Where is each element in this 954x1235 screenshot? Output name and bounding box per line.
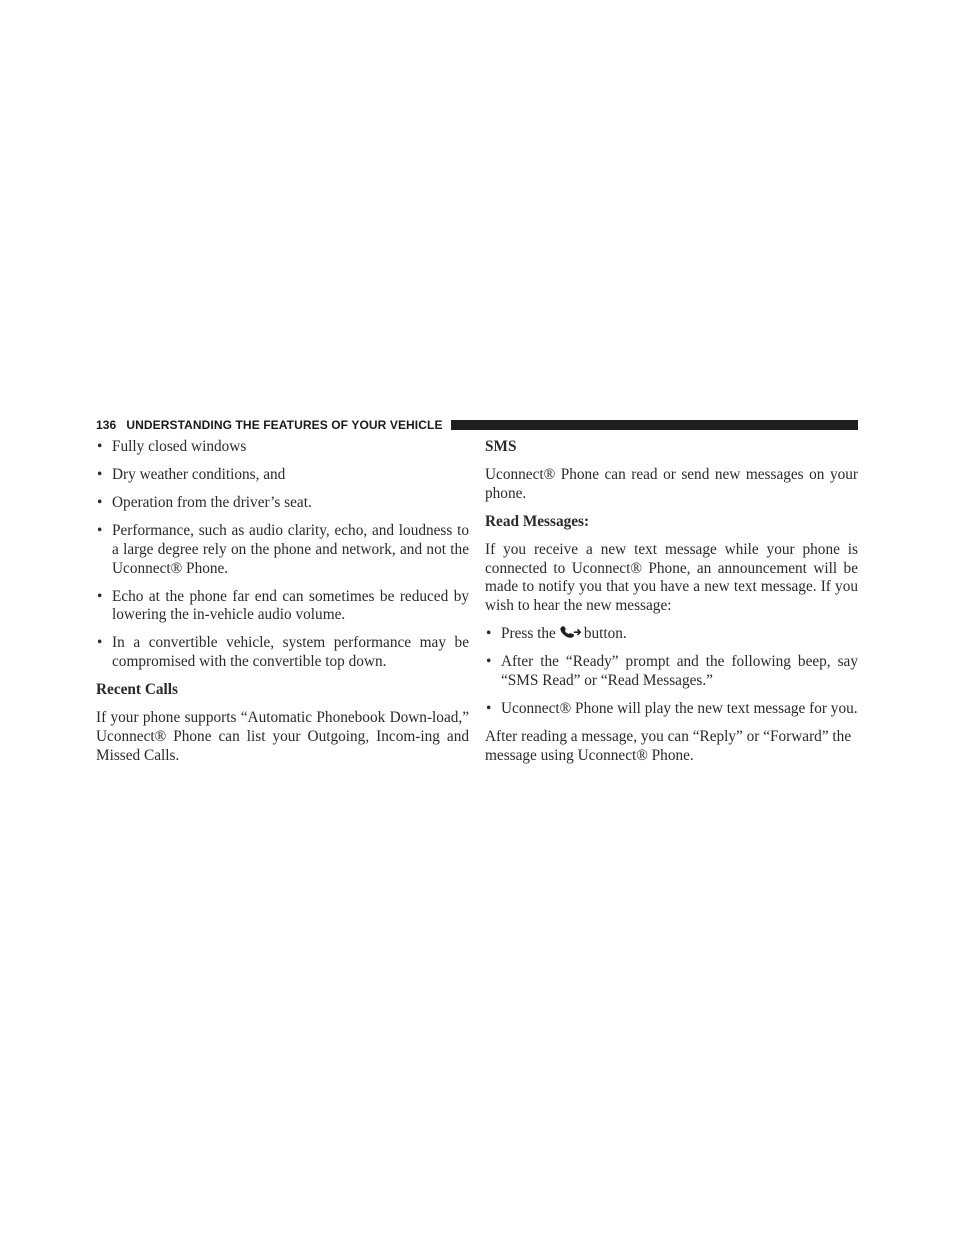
read-steps-list [485, 625, 858, 719]
bullet: • [97, 521, 103, 539]
list-item: • Fully closed windows [97, 438, 247, 455]
list-item: • In a convertible vehicle, system performance may be compromised with the convertible top down. [97, 634, 469, 671]
page-number: 136 [96, 418, 117, 432]
list-item: • Performance, such as audio clarity, echo, and loudness to a large degree rely on the phone and network, and not the Uconnect® Phone. [97, 521, 469, 577]
list-item: • Press the button. [486, 625, 627, 643]
bullet: • [97, 634, 103, 652]
list-item: • Dry weather conditions, and [97, 465, 286, 483]
right-column [485, 438, 858, 775]
list-item: • Uconnect® Phone will play the new text message for you. [486, 699, 858, 717]
bullet: • [97, 438, 103, 455]
bullet: • [486, 699, 492, 717]
read-messages-heading: Read Messages: [485, 512, 590, 530]
section-title: UNDERSTANDING THE FEATURES OF YOUR VEHICLE [126, 418, 443, 432]
closing-text: After reading a message, you can “Reply” or “Forward” the message using Uconnect® Phone. [485, 727, 852, 764]
list-item: • Echo at the phone far end can sometimes be reduced by lowering the in-vehicle audio volume. [97, 587, 469, 624]
recent-calls-text: If your phone supports “Automatic Phonebook Down-load,” Uconnect® Phone can list your Outgoing, Incom-ing and Missed Calls. [96, 709, 469, 764]
list-item: • After the “Ready” prompt and the following beep, say “SMS Read” or “Read Messages.” [486, 653, 858, 689]
left-column [96, 438, 469, 775]
sms-heading: SMS [485, 438, 517, 455]
bullet: • [97, 493, 103, 511]
header-bar [451, 420, 858, 430]
conditions-list [96, 438, 469, 672]
phone-icon [559, 625, 581, 639]
bullet: • [97, 587, 103, 605]
bullet: • [486, 653, 492, 671]
page-header [96, 417, 858, 433]
read-messages-text: If you receive a new text message while your phone is connected to Uconnect® Phone, an announcement will be made to notify you that you have a new text message. If you wish to hear the new message: [485, 540, 858, 615]
recent-calls-heading: Recent Calls [96, 681, 178, 699]
list-item: • Operation from the driver’s seat. [97, 493, 312, 511]
bullet: • [486, 625, 492, 643]
sms-intro: Uconnect® Phone can read or send new messages on your phone. [485, 465, 858, 502]
bullet: • [97, 465, 103, 483]
